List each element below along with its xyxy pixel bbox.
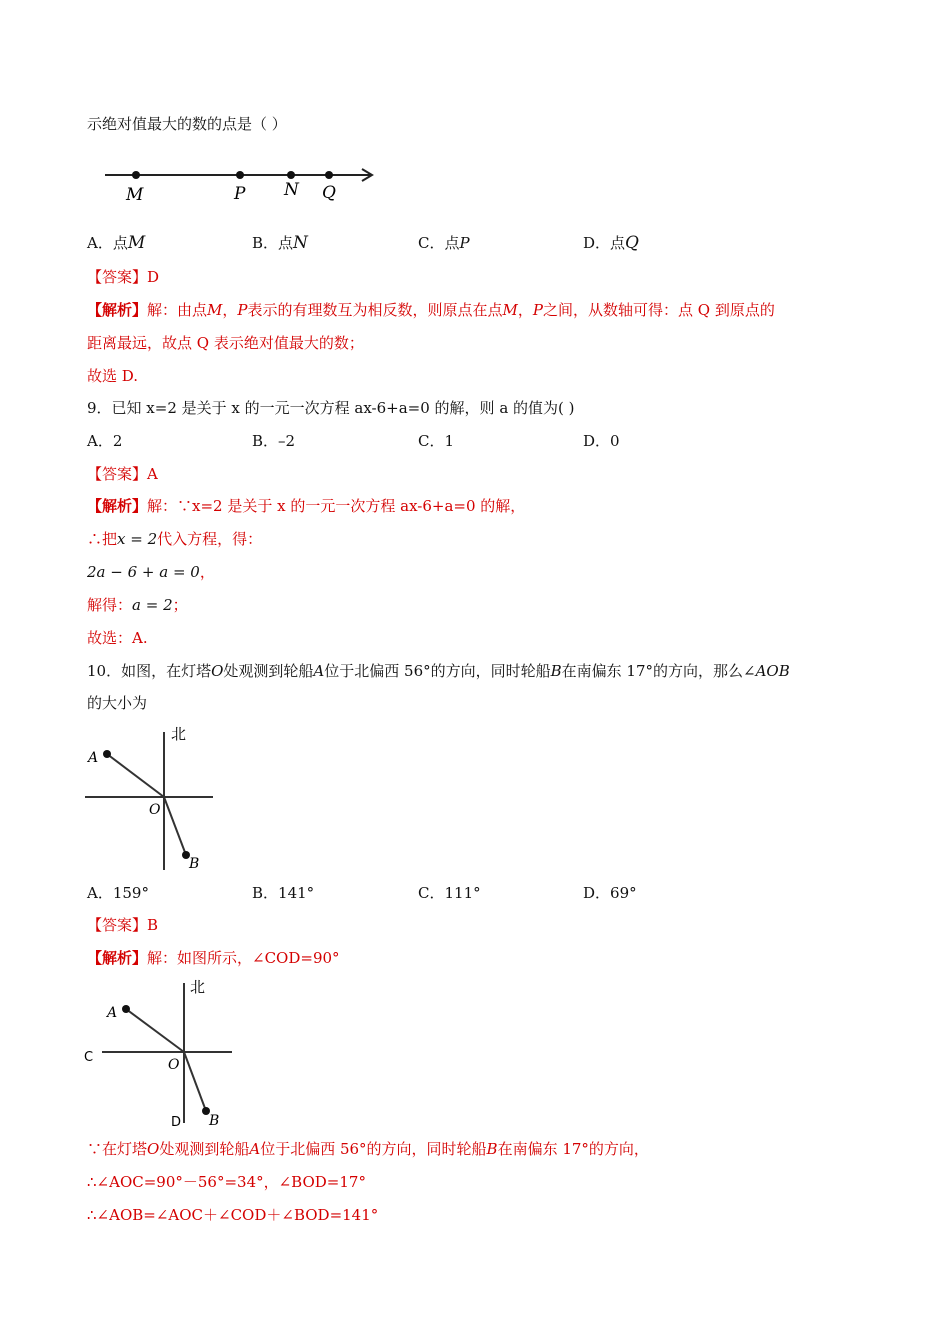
ray-oa: [126, 1009, 184, 1052]
q9-analysis-line2: ∴把x = 2代入方程，得：: [87, 530, 263, 548]
q8-analysis-line2: 距离最远，故点 Q 表示绝对值最大的数；: [87, 334, 364, 352]
q8-option-b: B．点N: [252, 233, 308, 253]
number-line-figure: [100, 145, 385, 210]
q8-option-a: A．点M: [87, 233, 146, 253]
label-c: C: [84, 1050, 94, 1065]
point-q: [325, 171, 333, 179]
q8-analysis-line1: 【解析】解：由点M，P表示的有理数互为相反数，则原点在点M，P之间，从数轴可得：点 Q 到原点的: [87, 301, 775, 319]
q9-stem: 9．已知 x=2 是关于 x 的一元一次方程 ax-6+a=0 的解，则 a 的值为( ): [87, 399, 575, 417]
q8-option-d: D．点Q: [583, 233, 639, 253]
label-a: A: [88, 750, 99, 766]
label-n: N: [284, 180, 299, 200]
point-p: [236, 171, 244, 179]
q9-option-a: A．2: [87, 432, 123, 450]
point-a: [103, 750, 111, 758]
q10-option-d: D．69°: [583, 884, 637, 902]
q8-option-c: C．点P: [418, 234, 470, 252]
q10-answer: 【答案】B: [87, 916, 159, 934]
q9-answer: 【答案】A: [87, 465, 158, 483]
q10-stem-line1: 10．如图，在灯塔O处观测到轮船A位于北偏西 56°的方向，同时轮船B在南偏东 17°的方向，那么∠AOB: [87, 662, 790, 680]
q9-option-d: D．0: [583, 432, 620, 450]
compass-figure: [85, 722, 220, 877]
label-o: O: [149, 802, 161, 818]
ray-ob: [164, 797, 186, 855]
point-n: [287, 171, 295, 179]
north-label: 北: [171, 725, 187, 743]
q9-option-c: C．1: [418, 432, 455, 450]
label-b: B: [189, 856, 200, 872]
ray-oa: [107, 754, 164, 797]
label-o: O: [168, 1057, 180, 1073]
q10-step1: ∴∠AOC=90°－56°=34°，∠BOD=17°: [87, 1173, 366, 1191]
q10-option-c: C．111°: [418, 884, 481, 902]
q9-analysis-line4: 解得：a = 2；: [87, 596, 188, 614]
point-m: [132, 171, 140, 179]
q10-step2: ∴∠AOB=∠AOC＋∠COD＋∠BOD=141°: [87, 1206, 379, 1224]
label-q: Q: [322, 183, 336, 203]
north-label: 北: [190, 978, 206, 996]
q10-option-b: B．141°: [252, 884, 315, 902]
label-p: P: [234, 184, 246, 204]
q9-analysis-line1: 【解析】解：∵x=2 是关于 x 的一元一次方程 ax-6+a=0 的解，: [87, 497, 526, 515]
compass-figure-annotated: [80, 975, 240, 1135]
q9-option-b: B．–2: [252, 432, 296, 450]
point-a: [122, 1005, 130, 1013]
q9-analysis-line3: 2a − 6 + a = 0，: [87, 563, 215, 581]
label-m: M: [126, 185, 144, 205]
q10-stem-line2: 的大小为: [87, 694, 148, 712]
label-d: D: [171, 1115, 182, 1130]
q9-conclusion: 故选：A.: [87, 629, 148, 647]
label-b: B: [209, 1113, 220, 1129]
label-a: A: [107, 1005, 118, 1021]
q8-conclusion: 故选 D.: [87, 367, 139, 385]
ray-ob: [184, 1052, 206, 1111]
q8-answer: 【答案】D: [87, 268, 160, 286]
q10-reason: ∵在灯塔O处观测到轮船A位于北偏西 56°的方向，同时轮船B在南偏东 17°的方向，: [87, 1140, 649, 1158]
q10-option-a: A．159°: [87, 884, 149, 902]
q10-analysis-line1: 【解析】解：如图所示，∠COD=90°: [87, 949, 340, 967]
q8-stem-tail: 示绝对值最大的数的点是（ ）: [87, 115, 287, 133]
